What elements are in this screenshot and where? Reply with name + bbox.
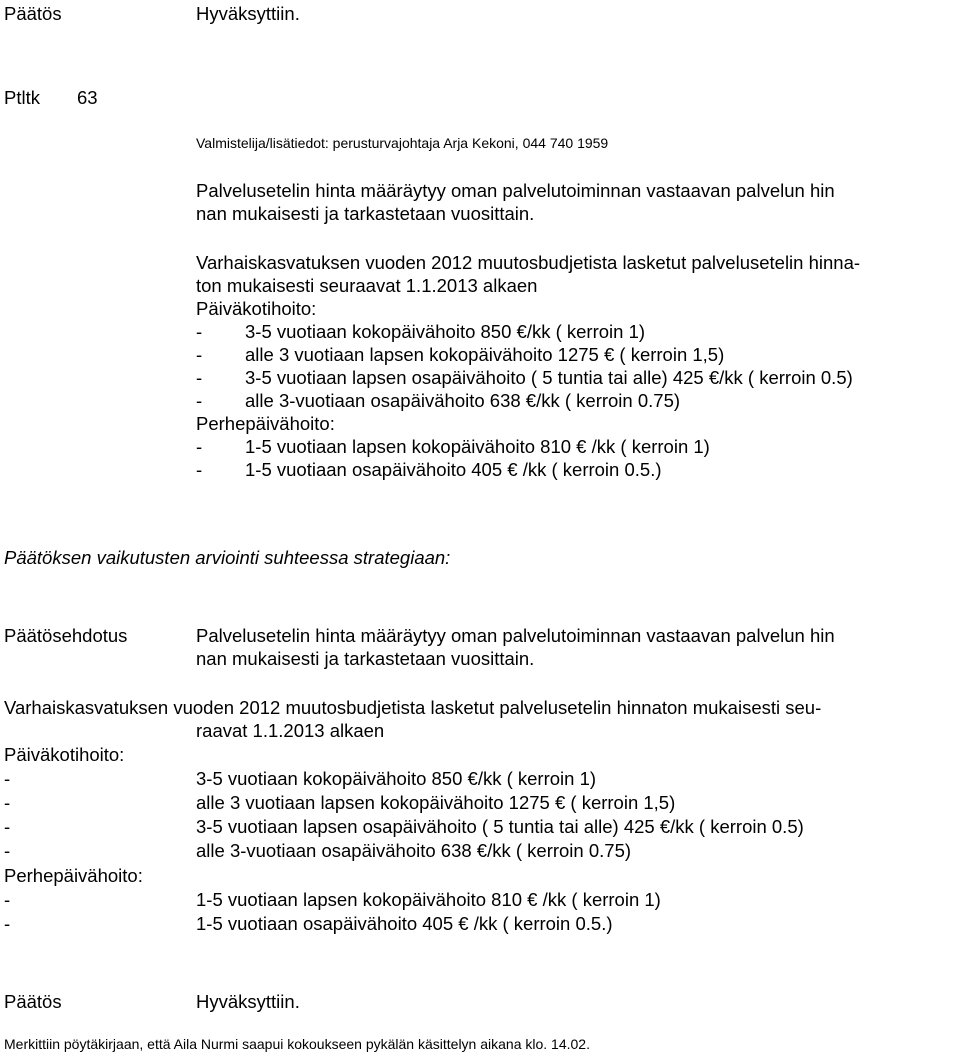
preparer-info: Valmistelija/lisätiedot: perusturvajohtaja Arja Kekoni, 044 740 1959 [196,135,609,151]
list-item-text: 1-5 vuotiaan osapäivähoito 405 € /kk ( kerroin 0.5.) [196,913,613,934]
dash: - [4,840,11,861]
section-number: 63 [77,87,98,108]
list-item [4,888,944,912]
dash: - [196,321,203,342]
dash: - [4,768,11,789]
daycare2-list [4,767,944,863]
dash: - [196,344,203,365]
list-item-text: 3-5 vuotiaan lapsen osapäivähoito ( 5 tuntia tai alle) 425 €/kk ( kerroin 0.5) [245,367,853,388]
list-item-text: alle 3-vuotiaan osapäivähoito 638 €/kk ( kerroin 0.75) [245,390,681,411]
list-item-text: 1-5 vuotiaan osapäivähoito 405 € /kk ( kerroin 0.5.) [245,459,662,480]
dash: - [4,816,11,837]
list-item-text: 1-5 vuotiaan lapsen kokopäivähoito 810 € /kk ( kerroin 1) [245,436,710,457]
list-item [4,767,944,791]
list-item [196,366,946,389]
list-item [196,389,946,412]
list-item [4,912,944,936]
proposal-label: Päätösehdotus [4,625,128,646]
budget2-line-1: Varhaiskasvatuksen vuoden 2012 muutosbudjetista lasketut palvelusetelin hinnaton mukaisesti seu- [4,697,822,718]
family-heading: Perhepäivähoito: [196,413,335,434]
list-item [196,458,946,481]
list-item-text: 3-5 vuotiaan lapsen osapäivähoito ( 5 tuntia tai alle) 425 €/kk ( kerroin 0.5) [196,816,804,837]
list-item-text: alle 3 vuotiaan lapsen kokopäivähoito 1275 € ( kerroin 1,5) [196,792,676,813]
family-list [196,435,946,481]
dash: - [4,889,11,910]
list-item-text: 1-5 vuotiaan lapsen kokopäivähoito 810 € /kk ( kerroin 1) [196,889,661,910]
list-item [4,839,944,863]
list-item [4,815,944,839]
budget-line-2: ton mukaisesti seuraavat 1.1.2013 alkaen [196,275,538,296]
daycare-list [196,320,946,412]
dash: - [4,913,11,934]
dash: - [196,436,203,457]
budget2-line-2: raavat 1.1.2013 alkaen [196,720,385,741]
proposal-line-1: Palvelusetelin hinta määräytyy oman palvelutoiminnan vastaavan palvelun hin [196,625,835,646]
list-item [196,435,946,458]
dash: - [4,792,11,813]
daycare2-heading: Päiväkotihoito: [4,744,125,765]
decision-label: Päätös [4,991,62,1012]
list-item [196,320,946,343]
budget-line-1: Varhaiskasvatuksen vuoden 2012 muutosbudjetista lasketut palvelusetelin hinna- [196,252,861,273]
list-item [4,791,944,815]
family2-list [4,888,944,936]
family2-heading: Perhepäivähoito: [4,865,143,886]
intro-line-2: nan mukaisesti ja tarkastetaan vuosittain. [196,203,535,224]
list-item [196,343,946,366]
list-item-text: alle 3 vuotiaan lapsen kokopäivähoito 1275 € ( kerroin 1,5) [245,344,725,365]
section-label: Ptltk [4,87,40,108]
top-decision-value: Hyväksyttiin. [196,3,300,24]
dash: - [196,459,203,480]
intro-line-1: Palvelusetelin hinta määräytyy oman palvelutoiminnan vastaavan palvelun hin [196,180,835,201]
daycare-heading: Päiväkotihoito: [196,298,317,319]
list-item-text: 3-5 vuotiaan kokopäivähoito 850 €/kk ( kerroin 1) [245,321,646,342]
proposal-line-2: nan mukaisesti ja tarkastetaan vuosittain. [196,648,535,669]
top-decision-label: Päätös [4,3,62,24]
footer-note: Merkittiin pöytäkirjaan, että Aila Nurmi saapui kokoukseen pykälän käsittelyn aikana klo. 14.02. [4,1036,590,1052]
list-item-text: alle 3-vuotiaan osapäivähoito 638 €/kk ( kerroin 0.75) [196,840,632,861]
list-item-text: 3-5 vuotiaan kokopäivähoito 850 €/kk ( kerroin 1) [196,768,597,789]
impact-heading: Päätöksen vaikutusten arviointi suhteessa strategiaan: [4,547,451,568]
dash: - [196,367,203,388]
dash: - [196,390,203,411]
decision-value: Hyväksyttiin. [196,991,300,1012]
